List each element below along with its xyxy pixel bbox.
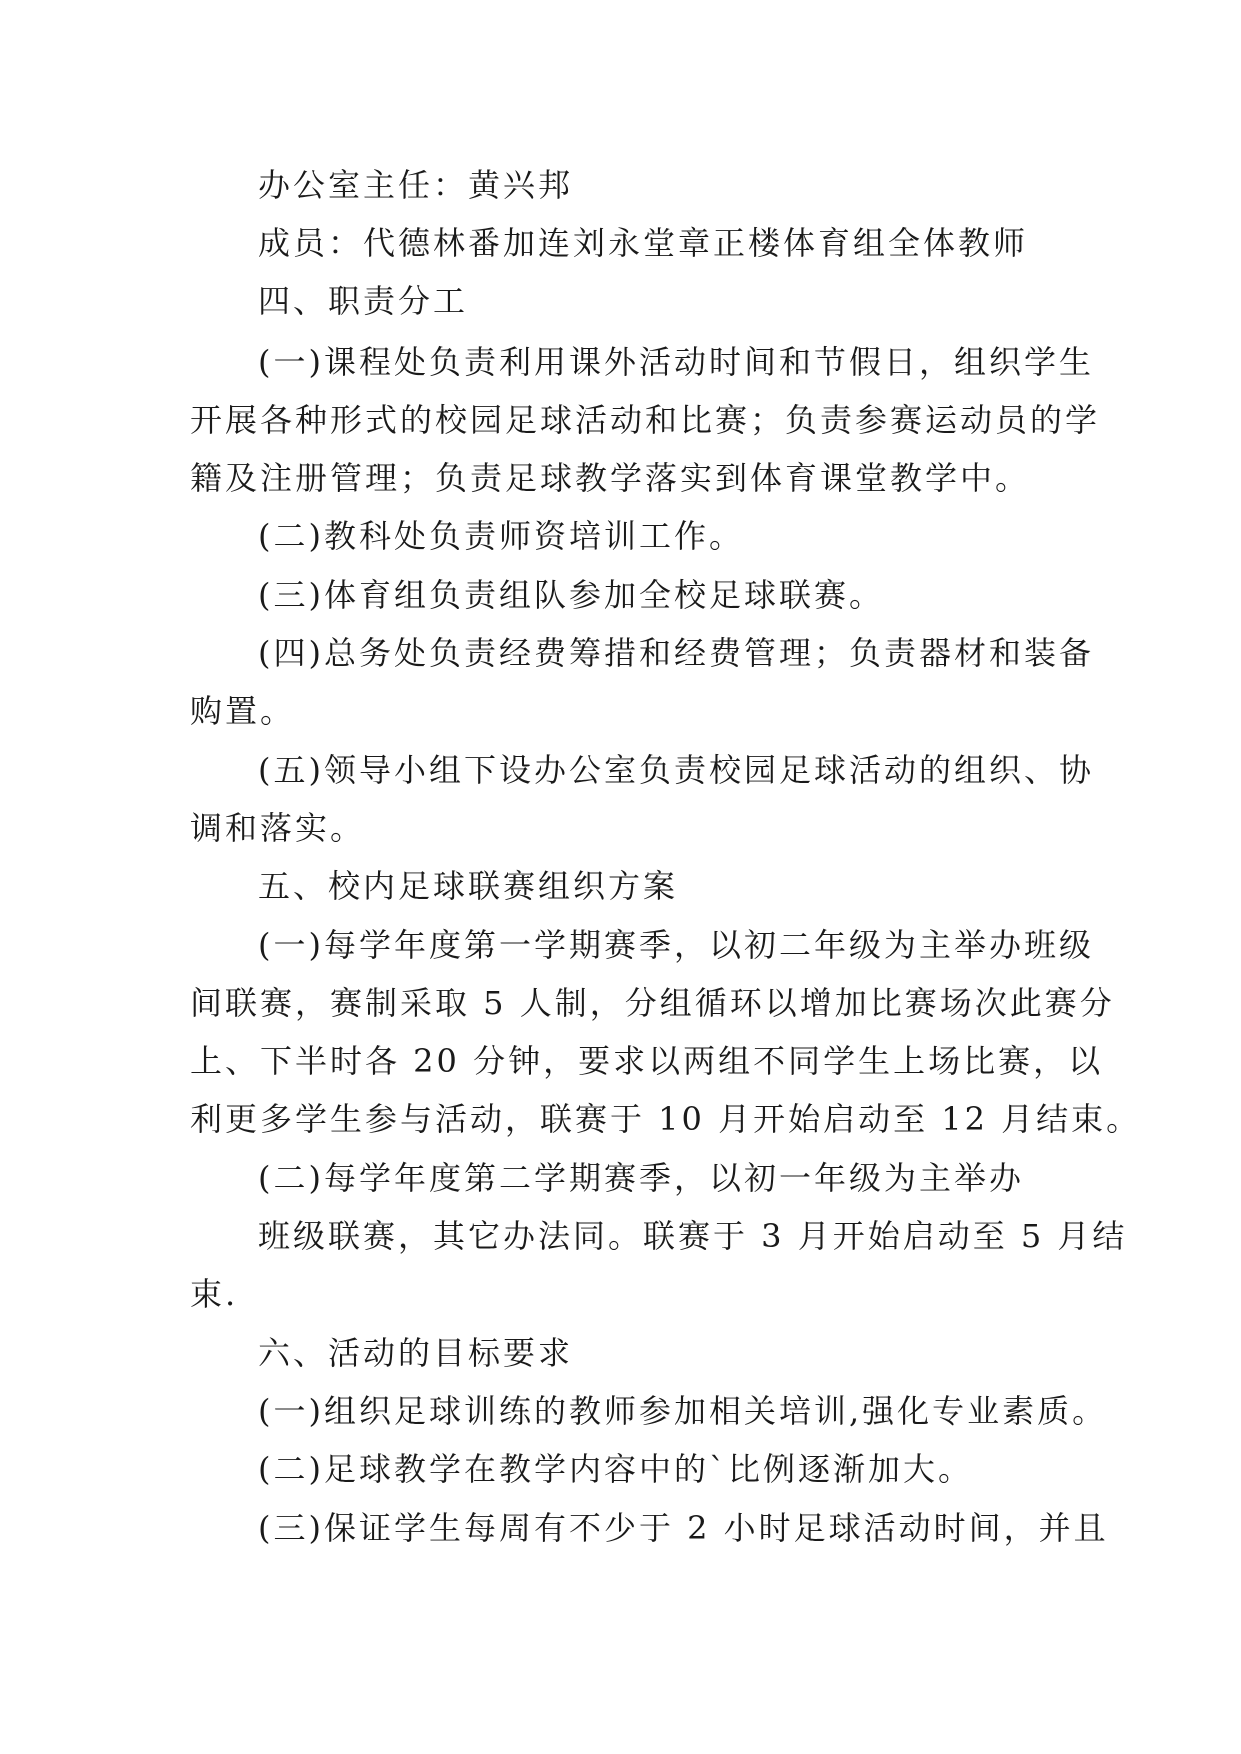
section-heading-five: 五、校内足球联赛组织方案 [258,867,679,905]
paragraph-line: 上、下半时各 20 分钟，要求以两组不同学生上场比赛，以 [190,1042,1104,1080]
paragraph-line: (二)每学年度第二学期赛季，以初一年级为主举办 [258,1159,1024,1197]
paragraph-line: (一)课程处负责利用课外活动时间和节假日，组织学生 [258,343,1094,381]
paragraph-line: (一)每学年度第一学期赛季，以初二年级为主举办班级 [258,926,1094,964]
paragraph-line: 间联赛，赛制采取 5 人制，分组循环以增加比赛场次此赛分 [190,984,1115,1022]
members-line: 成员：代德林番加连刘永堂章正楼体育组全体教师 [258,224,1029,262]
paragraph-line: 开展各种形式的校园足球活动和比赛；负责参赛运动员的学 [190,401,1101,439]
paragraph-line: (二)足球教学在教学内容中的`比例逐渐加大。 [258,1450,973,1488]
paragraph-line: 购置。 [190,692,296,730]
paragraph-line: (四)总务处负责经费筹措和经费管理；负责器材和装备 [258,634,1094,672]
paragraph-line: 束. [190,1275,239,1313]
paragraph-line: (二)教科处负责师资培训工作。 [258,517,744,555]
paragraph-line: (一)组织足球训练的教师参加相关培训,强化专业素质。 [258,1392,1108,1430]
office-director-line: 办公室主任：黄兴邦 [258,166,574,204]
paragraph-line: 班级联赛，其它办法同。联赛于 3 月开始启动至 5 月结 [258,1217,1128,1255]
paragraph-line: 籍及注册管理；负责足球教学落实到体育课堂教学中。 [190,459,1031,497]
paragraph-line: (三)保证学生每周有不少于 2 小时足球活动时间，并且 [258,1509,1109,1547]
section-heading-four: 四、职责分工 [258,282,469,320]
section-heading-six: 六、活动的目标要求 [258,1334,574,1372]
paragraph-line: 利更多学生参与活动，联赛于 10 月开始启动至 12 月结束。 [190,1100,1142,1138]
paragraph-line: (五)领导小组下设办公室负责校园足球活动的组织、协 [258,751,1094,789]
paragraph-line: 调和落实。 [190,809,366,847]
paragraph-line: (三)体育组负责组队参加全校足球联赛。 [258,576,884,614]
